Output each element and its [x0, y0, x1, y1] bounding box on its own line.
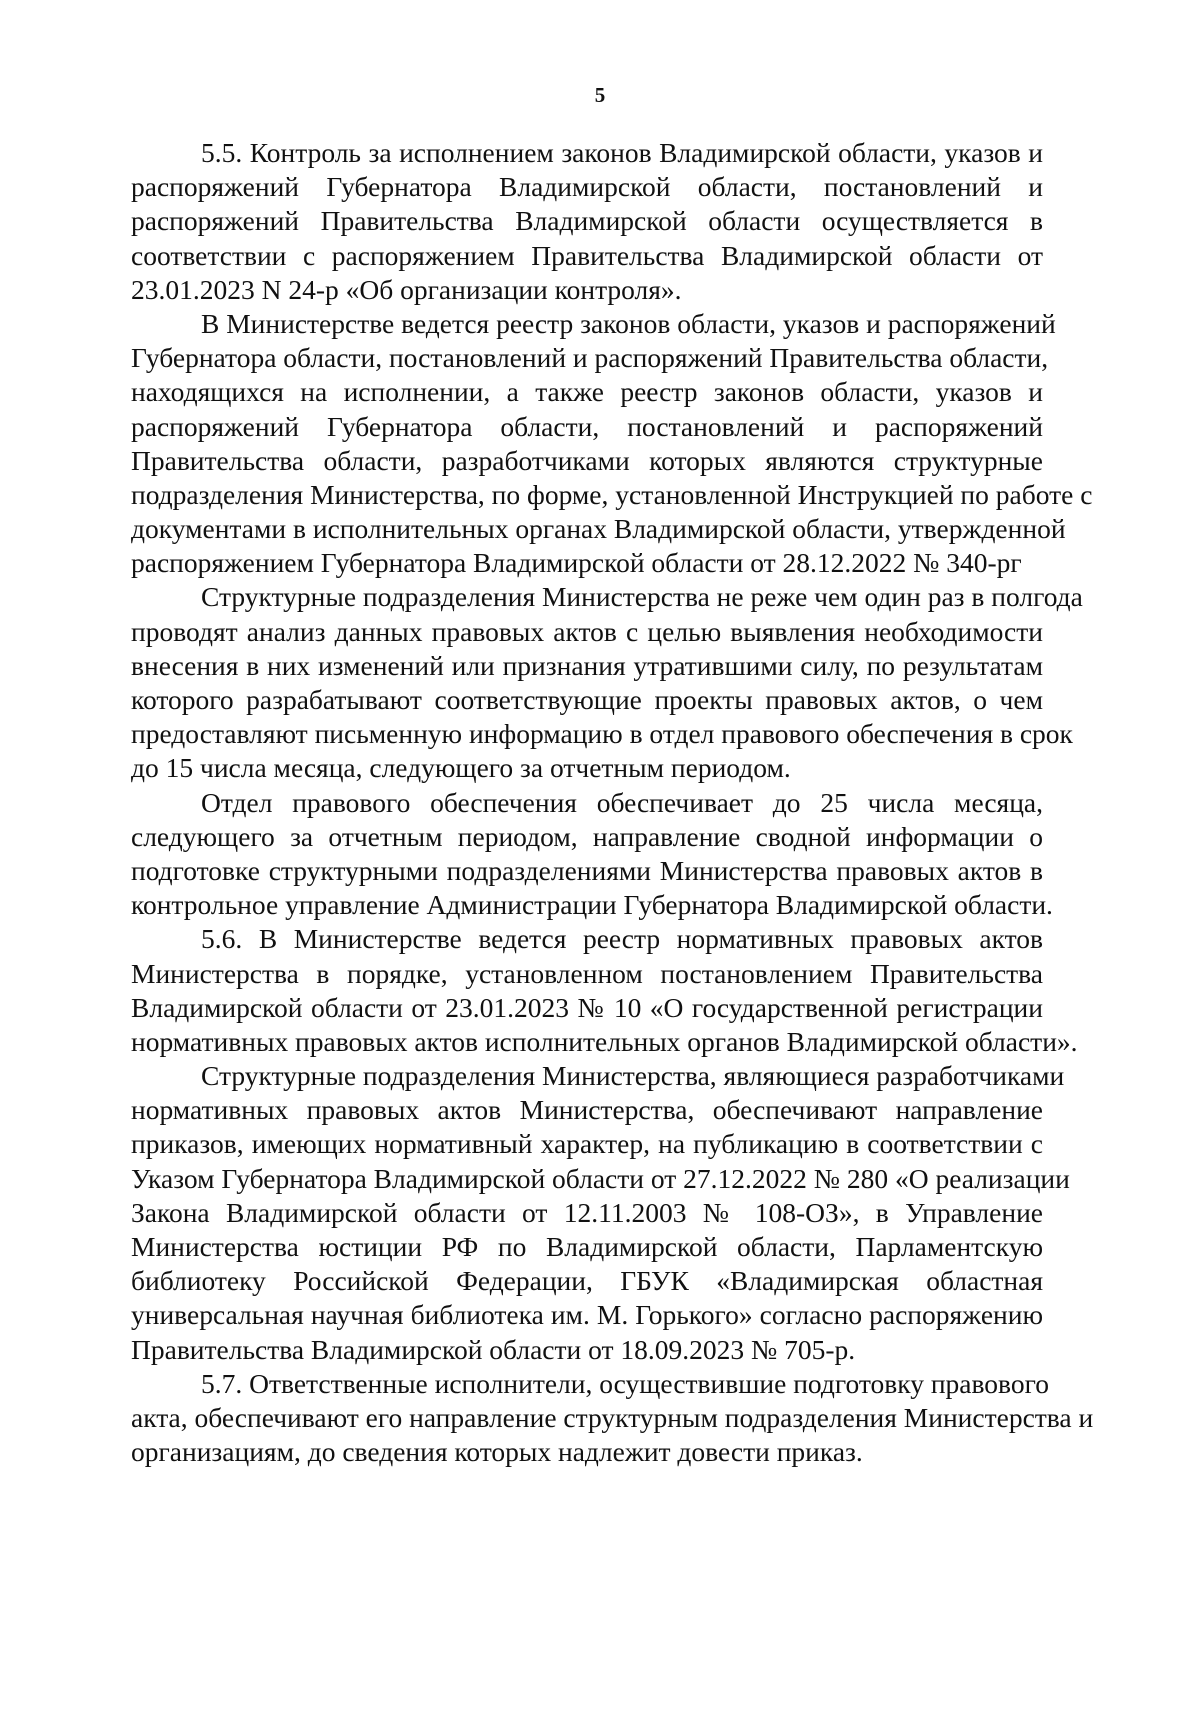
text-line: предоставляют письменную информацию в отдел правового обеспечения в срок	[131, 718, 1073, 750]
text-line: до 15 числа месяца, следующего за отчетным периодом.	[131, 752, 791, 784]
text-line: Закона Владимирской области от 12.11.2003 № 108-ОЗ», в Управление	[131, 1196, 1043, 1228]
document-body	[131, 136, 1094, 1469]
text-line: Губернатора области, постановлений и распоряжений Правительства области,	[131, 342, 1049, 374]
text-line: 5.5. Контроль за исполнением законов Владимирской области, указов и	[201, 137, 1043, 168]
text-line: библиотеку Российской Федерации, ГБУК «Владимирская областная	[131, 1265, 1043, 1297]
text-line: следующего за отчетным периодом, направление сводной информации о	[131, 820, 1043, 852]
text-line: 5.6. В Министерстве ведется реестр нормативных правовых актов	[201, 923, 1043, 955]
text-line: универсальная научная библиотека им. М. Горького» согласно распоряжению	[131, 1299, 1043, 1331]
text-line: нормативных правовых актов Министерства, обеспечивают направление	[131, 1094, 1043, 1126]
text-line: Структурные подразделения Министерства, являющиеся разработчиками	[201, 1060, 1065, 1092]
text-line: соответствии с распоряжением Правительства Владимирской области от	[131, 239, 1043, 271]
text-line: распоряжений Губернатора области, постановлений и распоряжений	[131, 410, 1043, 442]
text-line: внесения в них изменений или признания утратившими силу, по результатам	[131, 649, 1043, 681]
text-line: Отдел правового обеспечения обеспечивает до 25 числа месяца,	[201, 786, 1043, 818]
text-line: Министерства юстиции РФ по Владимирской области, Парламентскую	[131, 1231, 1043, 1262]
text-line: проводят анализ данных правовых актов с целью выявления необходимости	[131, 615, 1043, 647]
text-line: контрольное управление Администрации Губернатора Владимирской области.	[131, 889, 1053, 921]
text-line: которого разрабатывают соответствующие проекты правовых актов, о чем	[131, 684, 1043, 715]
text-line: распоряжением Губернатора Владимирской области от 28.12.2022 № 340-рг	[131, 547, 1022, 579]
text-line: Министерства в порядке, установленном постановлением Правительства	[131, 957, 1043, 989]
text-line: подготовке структурными подразделениями Министерства правовых актов в	[131, 854, 1043, 886]
text-line: документами в исполнительных органах Владимирской области, утвержденной	[131, 513, 1066, 545]
text-line: приказов, имеющих нормативный характер, на публикацию в соответствии с	[131, 1128, 1043, 1160]
text-line: акта, обеспечивают его направление структурным подразделения Министерства и	[131, 1401, 1094, 1433]
text-line: Правительства Владимирской области от 18.09.2023 № 705-р.	[131, 1333, 856, 1365]
text-line: 23.01.2023 N 24-р «Об организации контроля».	[131, 273, 682, 305]
text-line: 5.7. Ответственные исполнители, осуществившие подготовку правового	[201, 1367, 1049, 1399]
text-line: подразделения Министерства, по форме, установленной Инструкцией по работе с	[131, 478, 1093, 510]
text-line: распоряжений Правительства Владимирской области осуществляется в	[131, 205, 1043, 237]
page-number: 5	[594, 83, 606, 107]
text-line: Владимирской области от 23.01.2023 № 10 «О государственной регистрации	[131, 991, 1043, 1023]
text-line: нормативных правовых актов исполнительных органов Владимирской области».	[131, 1025, 1078, 1057]
text-line: В Министерстве ведется реестр законов области, указов и распоряжений	[201, 307, 1056, 339]
text-line: Указом Губернатора Владимирской области от 27.12.2022 № 280 «О реализации	[131, 1162, 1070, 1194]
text-line: Правительства области, разработчиками которых являются структурные	[131, 444, 1043, 476]
text-line: Структурные подразделения Министерства не реже чем один раз в полгода	[201, 581, 1083, 613]
text-line: находящихся на исполнении, а также реестр законов области, указов и	[131, 376, 1043, 408]
text-line: организациям, до сведения которых надлежит довести приказ.	[131, 1436, 863, 1468]
text-line: распоряжений Губернатора Владимирской области, постановлений и	[131, 171, 1043, 203]
